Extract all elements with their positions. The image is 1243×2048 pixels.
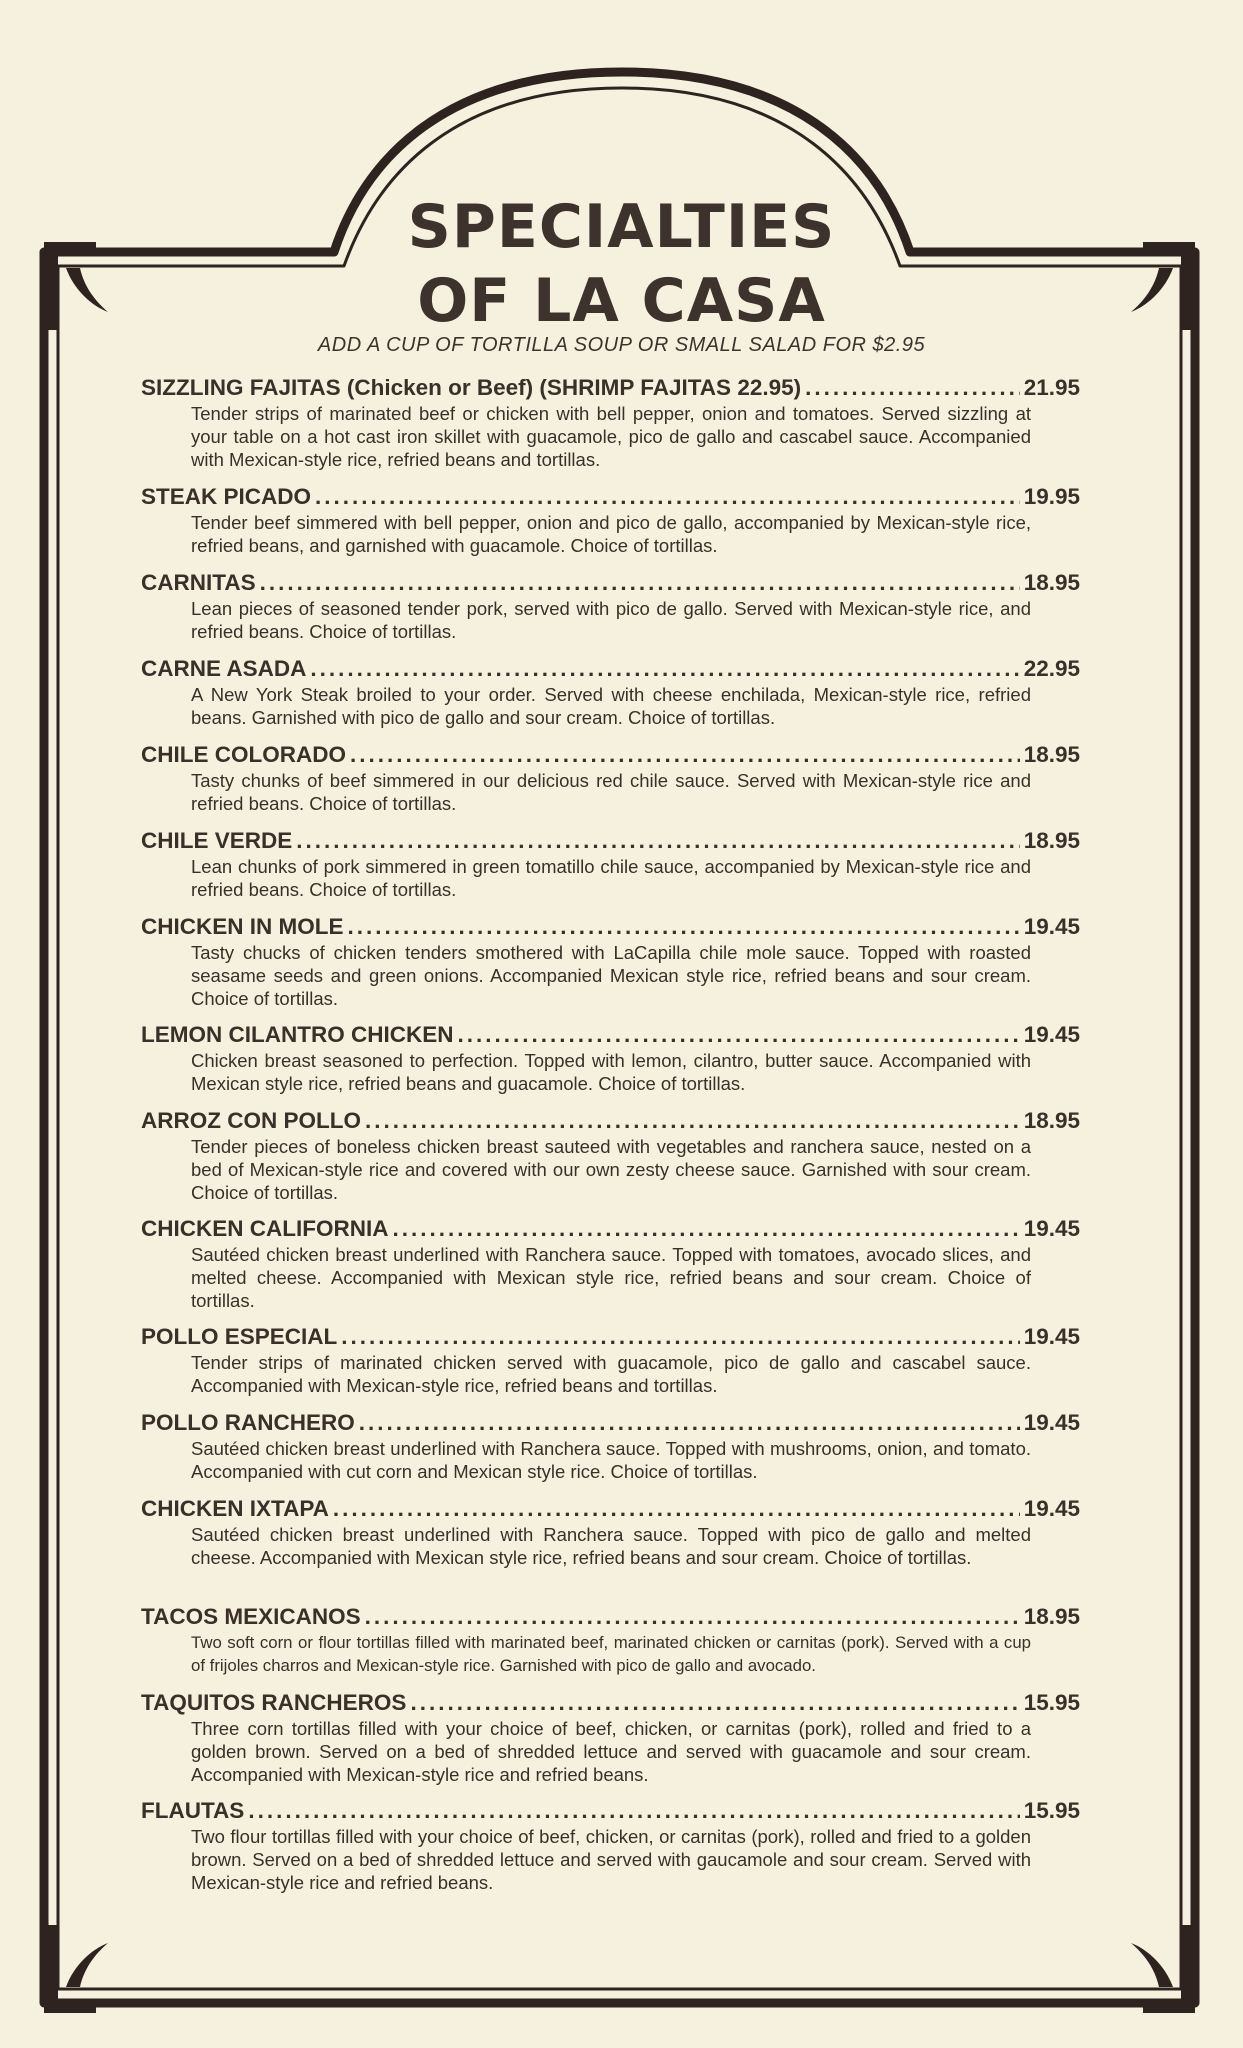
- menu-item: [141, 741, 1080, 827]
- item-description: Chicken breast seasoned to perfection. Topped with lemon, cilantro, butter sauce. Accompanied with Mexican style rice, refried beans and guacamole. Choice of tortillas.: [191, 1050, 1031, 1094]
- dot-leader: [457, 1021, 1019, 1049]
- dot-leader: [393, 1215, 1020, 1243]
- item-price: 18.95: [1023, 828, 1080, 853]
- menu-item: [141, 374, 1080, 483]
- item-price: 19.45: [1023, 1022, 1080, 1047]
- item-name: ARROZ CON POLLO: [141, 1108, 361, 1133]
- dot-leader: [805, 374, 1020, 402]
- item-price: 15.95: [1023, 1690, 1080, 1715]
- item-name: FLAUTAS: [141, 1798, 245, 1823]
- dot-leader: [248, 1797, 1019, 1825]
- menu-item: [141, 913, 1080, 1021]
- item-name: POLLO RANCHERO: [141, 1410, 355, 1435]
- dot-leader: [296, 827, 1019, 855]
- dot-leader: [310, 655, 1019, 683]
- menu-item: [141, 1495, 1080, 1603]
- item-name: CHICKEN IN MOLE: [141, 914, 344, 939]
- menu-item: [141, 1323, 1080, 1409]
- item-price: 21.95: [1023, 375, 1080, 400]
- menu-item: [141, 483, 1080, 569]
- item-description: Tender strips of marinated chicken served with guacamole, pico de gallo and cascabel sauce. Accompanied with Mexican-style rice, refried beans and tortillas.: [191, 1352, 1031, 1396]
- menu-item: [141, 1107, 1080, 1215]
- dot-leader: [365, 1603, 1020, 1631]
- item-description: Lean chunks of pork simmered in green tomatillo chile sauce, accompanied by Mexican-style rice and refried beans. Choice of tortillas.: [191, 856, 1031, 900]
- page-title-line-2: OF LA CASA: [417, 266, 826, 336]
- dot-leader: [333, 1495, 1020, 1523]
- item-name: POLLO ESPECIAL: [141, 1324, 338, 1349]
- dot-leader: [315, 483, 1020, 511]
- menu-item: [141, 827, 1080, 913]
- item-name: CHILE COLORADO: [141, 742, 346, 767]
- dot-leader: [260, 569, 1020, 597]
- dot-leader: [348, 913, 1020, 941]
- item-name: CARNE ASADA: [141, 656, 307, 681]
- item-name: TACOS MEXICANOS: [141, 1604, 361, 1629]
- item-description: Three corn tortillas filled with your choice of beef, chicken, or carnitas (pork), rolled and fried to a golden brown. Served on a bed of shredded lettuce and served with guacamole and sour cream. Accompanied with Mexican-style rice and refried beans.: [191, 1718, 1031, 1785]
- item-name: CHICKEN CALIFORNIA: [141, 1216, 389, 1241]
- item-price: 18.95: [1023, 1604, 1080, 1629]
- item-description: Tender pieces of boneless chicken breast sauteed with vegetables and ranchera sauce, nested on a bed of Mexican-style rice and covered with our own zesty cheese sauce. Garnished with sour cream. Choice of tortillas.: [191, 1136, 1031, 1203]
- menu-list: [141, 374, 1080, 1905]
- item-description: Two flour tortillas filled with your choice of beef, chicken, or carnitas (pork), rolled and fried to a golden brown. Served on a bed of shredded lettuce and served with gaucamole and sour cream. Served with Mexican-style rice and refried beans.: [191, 1826, 1031, 1893]
- page-title-line-1: SPECIALTIES: [407, 192, 836, 262]
- item-price: 19.45: [1023, 1410, 1080, 1435]
- item-price: 18.95: [1023, 742, 1080, 767]
- item-name: CHICKEN IXTAPA: [141, 1496, 329, 1521]
- item-description: Sautéed chicken breast underlined with Ranchera sauce. Topped with tomatoes, avocado slices, and melted cheese. Accompanied with Mexican style rice, refried beans and sour cream. Choice of tortillas.: [191, 1244, 1031, 1311]
- item-description: Tasty chucks of chicken tenders smothered with LaCapilla chile mole sauce. Topped with roasted seasame seeds and green onions. Accompanied Mexican style rice, refried beans and sour cream. Choice of tortillas.: [191, 942, 1031, 1009]
- item-price: 19.45: [1023, 1324, 1080, 1349]
- item-name: CARNITAS: [141, 570, 256, 595]
- menu-item: [141, 1409, 1080, 1495]
- item-name: TAQUITOS RANCHEROS: [141, 1690, 407, 1715]
- item-name: SIZZLING FAJITAS (Chicken or Beef) (SHRIMP FAJITAS 22.95): [141, 375, 802, 400]
- item-price: 19.45: [1023, 914, 1080, 939]
- item-price: 18.95: [1023, 570, 1080, 595]
- item-description: Lean pieces of seasoned tender pork, served with pico de gallo. Served with Mexican-style rice, and refried beans. Choice of tortillas.: [191, 598, 1031, 642]
- item-name: LEMON CILANTRO CHICKEN: [141, 1022, 454, 1047]
- item-description: Two soft corn or flour tortillas filled with marinated beef, marinated chicken or carnitas (pork). Served with a cup of frijoles charros and Mexican-style rice. Garnished with pico de gallo and avocado.: [191, 1633, 1031, 1675]
- item-price: 19.45: [1023, 1216, 1080, 1241]
- item-description: A New York Steak broiled to your order. Served with cheese enchilada, Mexican-style rice, refried beans. Garnished with pico de gallo and sour cream. Choice of tortillas.: [191, 684, 1031, 728]
- dot-leader: [365, 1107, 1020, 1135]
- menu-item: [141, 1689, 1080, 1797]
- item-price: 18.95: [1023, 1108, 1080, 1133]
- menu-item: [141, 1021, 1080, 1107]
- menu-item: [141, 1797, 1080, 1905]
- item-description: Sautéed chicken breast underlined with Ranchera sauce. Topped with mushrooms, onion, and tomato. Accompanied with cut corn and Mexican style rice. Choice of tortillas.: [191, 1438, 1031, 1482]
- item-name: CHILE VERDE: [141, 828, 293, 853]
- item-price: 15.95: [1023, 1798, 1080, 1823]
- item-description: Tender beef simmered with bell pepper, onion and pico de gallo, accompanied by Mexican-style rice, refried beans, and garnished with guacamole. Choice of tortillas.: [191, 512, 1031, 556]
- dot-leader: [359, 1409, 1020, 1437]
- menu-item: [141, 655, 1080, 741]
- menu-item: [141, 1215, 1080, 1323]
- dot-leader: [341, 1323, 1019, 1351]
- dot-leader: [350, 741, 1020, 769]
- dot-leader: [410, 1689, 1019, 1717]
- item-description: Sautéed chicken breast underlined with Ranchera sauce. Topped with pico de gallo and melted cheese. Accompanied with Mexican style rice, refried beans and sour cream. Choice of tortillas.: [191, 1524, 1031, 1568]
- item-description: Tender strips of marinated beef or chicken with bell pepper, onion and tomatoes. Served sizzling at your table on a hot cast iron skillet with guacamole, pico de gallo and cascabel sauce. Accompanied with Mexican-style rice, refried beans and tortillas.: [191, 403, 1031, 470]
- page-subtitle: ADD A CUP OF TORTILLA SOUP OR SMALL SALAD FOR $2.95: [317, 334, 926, 356]
- item-price: 19.45: [1023, 1496, 1080, 1521]
- item-name: STEAK PICADO: [141, 484, 312, 509]
- item-price: 19.95: [1023, 484, 1080, 509]
- item-description: Tasty chunks of beef simmered in our delicious red chile sauce. Served with Mexican-style rice and refried beans. Choice of tortillas.: [191, 770, 1031, 814]
- item-price: 22.95: [1023, 656, 1080, 681]
- menu-item: [141, 1603, 1080, 1689]
- menu-item: [141, 569, 1080, 655]
